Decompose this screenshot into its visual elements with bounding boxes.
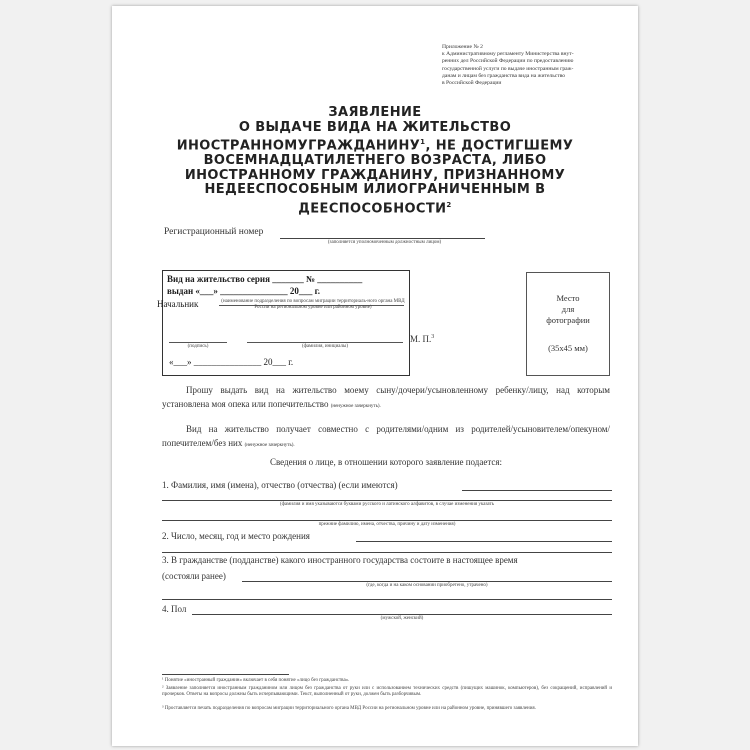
field-1-note-1: (фамилия и имя указываются буквами русского и латинского алфавитов, в случае изменения указать [280, 502, 494, 507]
permit-signature-field[interactable] [169, 342, 227, 343]
citizenship-field[interactable] [242, 581, 612, 582]
permit-department-note: (наименование подразделения по вопросам миграции территориаль-ного органа МВД России на региональном уровне или районном уровне) [221, 299, 405, 310]
request-paragraph: Прошу выдать вид на жительство моему сыну/дочери/усыновленному ребенку/лицу, над которым установлена моя опека или попечительство (ненужное зачеркнуть). [162, 385, 610, 409]
field-2-label: 2. Число, месяц, год и место рождения [162, 531, 310, 541]
permit-issued-line: выдан «___» _______________ 20___ г. [167, 286, 320, 296]
field-3-note: (где, когда и на каком основании приобретено, утрачено) [366, 583, 488, 588]
full-name-field-2[interactable] [162, 500, 612, 501]
appendix-note: Приложение № 2 к Административному регламенту Министерства внут- ренних дел Российской Федерации по предоставлению государственной услуги по выдаче иностранным граж- данам и лицам без гражданства вида на жительство в Российской Федерации [442, 44, 574, 87]
permit-series-line: Вид на жительство серия _______ № __________ [167, 274, 363, 284]
registration-number-field[interactable] [280, 238, 485, 239]
field-3-label: 3. В гражданстве (подданстве) какого иностранного государства состоите в настоящее время [162, 555, 518, 565]
footnote-3: ³ Проставляется печать подразделения по вопросам миграции территориального органа МВД России на региональном уровне или на районном уровне, принявшего заявления. [162, 706, 536, 711]
section-heading: Сведения о лице, в отношении которого заявление подается: [269, 457, 503, 467]
registration-note: (заполняется уполномоченным должностным лицом) [327, 240, 442, 245]
birth-date-place-field-2[interactable] [162, 552, 612, 553]
signature-note: (подпись) [187, 344, 209, 349]
registration-label: Регистрационный номер [164, 227, 264, 237]
footnote-1: ¹ Понятие «иностранный гражданин» включает в себя понятие «лицо без гражданства». [162, 678, 350, 683]
gender-field[interactable] [192, 614, 612, 615]
permit-issuance-box [157, 270, 410, 376]
footnote-2: ² Заявление заполняется иностранным гражданином или лицом без гражданства от руки или с использованием технических средств (пишущих машинок, компьютеров), без сокращений, исправлений и прочерков. Ответы на вопросы должны быть исчерпывающими. Текст, выполненный от руки, должен быть разборчивым. [162, 686, 612, 698]
document-title: ЗАЯВЛЕНИЕ О ВЫДАЧЕ ВИДА НА ЖИТЕЛЬСТВО ИНОСТРАННОМУГРАЖДАНИНУ$^1$, НЕ ДОСТИГШЕМУ ВОСЕМНАДЦАТИЛЕТНЕГО ВОЗРАСТА, ЛИБО ИНОСТРАННОМУ ГРАЖДАНИНУ, ПРИЗНАННОМУ НЕДЕЕСПОСОБНЫМ ИЛИОГРАНИЧЕННЫМ В ДЕЕСПОСОБНОСТИ$^2$ [176, 105, 574, 217]
footnote-rule [162, 674, 289, 675]
field-4-label: 4. Пол [162, 604, 187, 614]
document-page [112, 6, 638, 746]
field-3-label-b: (состояли ранее) [162, 571, 226, 581]
name-note: (фамилия, инициалы) [301, 344, 349, 349]
joint-paragraph: Вид на жительство получает совместно с родителями/одним из родителей/усыновителем/опекуном/попечителем/без них (ненужное зачеркнуть). [162, 424, 610, 448]
citizenship-field-2[interactable] [162, 599, 612, 600]
photo-placeholder: Место для фотографии (35х45 мм) [526, 272, 610, 376]
field-1-label: 1. Фамилия, имя (имена), отчество (отчества) (если имеются) [162, 480, 398, 490]
permit-name-field[interactable] [247, 342, 403, 343]
permit-head-label: Начальник [157, 299, 199, 309]
field-1-note-2: прежние фамилию, имена, отчества, причину и дату изменения) [318, 522, 456, 527]
photo-size: (35х45 мм) [548, 343, 588, 353]
stamp-place-label: М. П.$^3$ [410, 334, 435, 344]
field-4-note: (мужской, женский) [380, 616, 424, 621]
permit-date-line: «___» _______________ 20___ г. [169, 357, 294, 367]
full-name-field[interactable] [462, 490, 612, 491]
full-name-field-3[interactable] [162, 520, 612, 521]
birth-date-place-field[interactable] [356, 541, 612, 542]
